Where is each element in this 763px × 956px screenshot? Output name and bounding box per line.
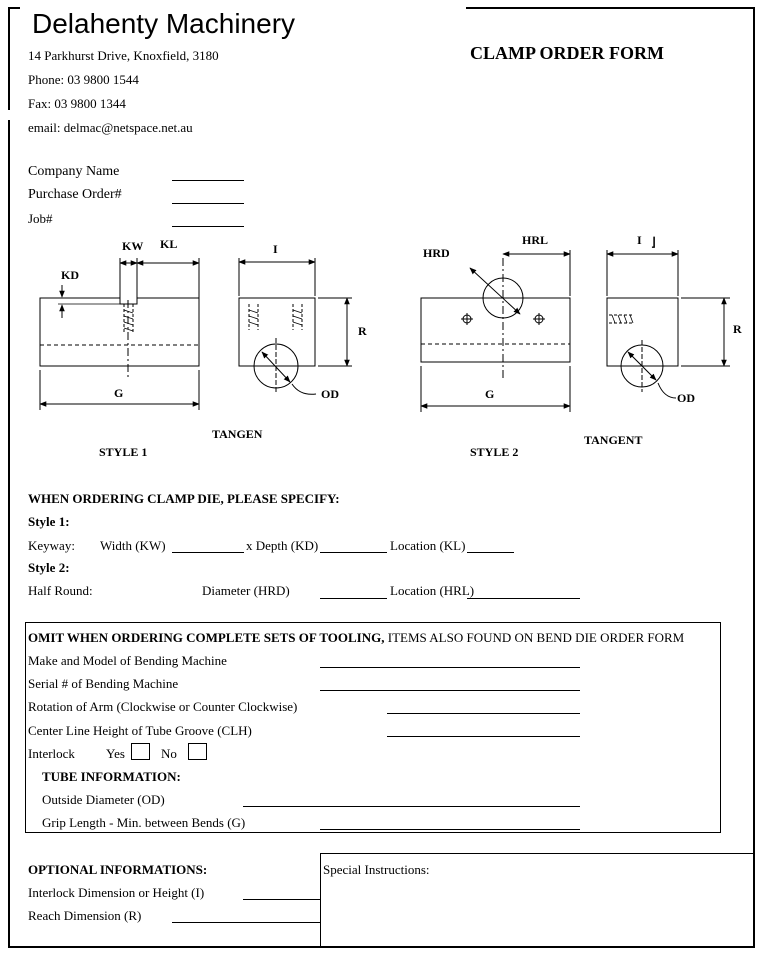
interlock-label: Interlock — [28, 746, 75, 761]
style2-i-label: I — [637, 233, 642, 247]
rotation-label: Rotation of Arm (Clockwise or Counter Clockwise) — [28, 699, 298, 714]
interlock-no-checkbox[interactable] — [188, 743, 207, 760]
specify-heading: WHEN ORDERING CLAMP DIE, PLEASE SPECIFY: — [28, 491, 340, 506]
special-box-top — [320, 853, 755, 854]
interlock-yes-checkbox[interactable] — [131, 743, 150, 760]
purchase-order-label: Purchase Order# — [28, 187, 122, 202]
clh-label: Center Line Height of Tube Groove (CLH) — [28, 723, 252, 738]
form-title: CLAMP ORDER FORM — [470, 43, 664, 63]
svg-text:⌋: ⌋ — [651, 235, 656, 249]
depth-kd-field[interactable] — [320, 552, 387, 553]
od-field[interactable] — [243, 806, 580, 807]
style2-hrd-label: HRD — [423, 246, 450, 260]
width-kw-field[interactable] — [172, 552, 244, 553]
style2-label: STYLE 2 — [470, 445, 519, 459]
style1-kw-label: KW — [122, 239, 144, 253]
make-model-label: Make and Model of Bending Machine — [28, 653, 227, 668]
omit-heading-bold: OMIT WHEN ORDERING COMPLETE SETS OF TOOLING, — [28, 630, 385, 645]
tube-info-heading: TUBE INFORMATION: — [42, 769, 181, 784]
serial-label: Serial # of Bending Machine — [28, 676, 179, 691]
company-email: email: delmac@netspace.net.au — [28, 120, 193, 135]
company-address: 14 Parkhurst Drive, Knoxfield, 3180 — [28, 48, 219, 63]
make-model-field[interactable] — [320, 667, 580, 668]
grip-label: Grip Length - Min. between Bends (G) — [42, 815, 246, 830]
clamp-diagrams — [0, 0, 763, 470]
company-phone: Phone: 03 9800 1544 — [28, 72, 139, 87]
style1-od-label: OD — [321, 387, 339, 401]
location-hrl-label: Location (HRL) — [390, 583, 475, 598]
style2-g-label: G — [485, 387, 495, 401]
interlock-no-label: No — [161, 746, 177, 761]
interlock-dim-label: Interlock Dimension or Height (I) — [28, 885, 205, 900]
interlock-yes-label: Yes — [106, 746, 125, 761]
style2-side-view — [607, 250, 730, 398]
style2-front-view — [421, 250, 570, 412]
style1-g-label: G — [114, 386, 124, 400]
diameter-hrd-field[interactable] — [320, 598, 387, 599]
od-label: Outside Diameter (OD) — [42, 792, 165, 807]
style2-hrl-label: HRL — [522, 233, 549, 247]
keyway-label: Keyway: — [28, 538, 75, 553]
style2-view-label: TANGENT — [584, 433, 643, 447]
style2-r-label: R — [733, 322, 742, 336]
company-name-label: Company Name — [28, 164, 120, 179]
location-hrl-field[interactable] — [467, 598, 580, 599]
style1-kl-label: KL — [160, 237, 178, 251]
company-name: Delahenty Machinery — [32, 8, 296, 39]
frame-bottom — [8, 946, 755, 948]
half-round-label: Half Round: — [28, 583, 93, 598]
company-fax: Fax: 03 9800 1344 — [28, 96, 126, 111]
omit-heading-rest: ITEMS ALSO FOUND ON BEND DIE ORDER FORM — [384, 630, 685, 645]
special-box-left — [320, 853, 321, 947]
special-instructions-label: Special Instructions: — [323, 862, 430, 877]
style1-label: STYLE 1 — [99, 445, 148, 459]
width-kw-label: Width (KW) — [100, 538, 166, 553]
location-kl-label: Location (KL) — [390, 538, 466, 553]
omit-heading — [28, 630, 684, 646]
style2-heading: Style 2: — [28, 560, 70, 575]
depth-kd-label: x Depth (KD) — [246, 538, 319, 553]
style1-side-view — [239, 258, 352, 394]
interlock-dim-field[interactable] — [243, 899, 320, 900]
style1-r-label: R — [358, 324, 367, 338]
style1-view-label: TANGEN — [212, 427, 263, 441]
style1-i-label: I — [273, 242, 278, 256]
reach-dim-field[interactable] — [172, 922, 320, 923]
clh-field[interactable] — [387, 736, 580, 737]
job-label: Job# — [28, 211, 53, 226]
style1-kd-label: KD — [61, 268, 79, 282]
style2-od-label: OD — [677, 391, 695, 405]
style1-heading: Style 1: — [28, 514, 70, 529]
serial-field[interactable] — [320, 690, 580, 691]
optional-heading: OPTIONAL INFORMATIONS: — [28, 862, 208, 877]
diameter-hrd-label: Diameter (HRD) — [202, 583, 290, 598]
location-kl-field[interactable] — [467, 552, 514, 553]
special-instructions-area[interactable] — [322, 880, 752, 944]
reach-dim-label: Reach Dimension (R) — [28, 908, 142, 923]
grip-field[interactable] — [320, 829, 580, 830]
rotation-field[interactable] — [387, 713, 580, 714]
